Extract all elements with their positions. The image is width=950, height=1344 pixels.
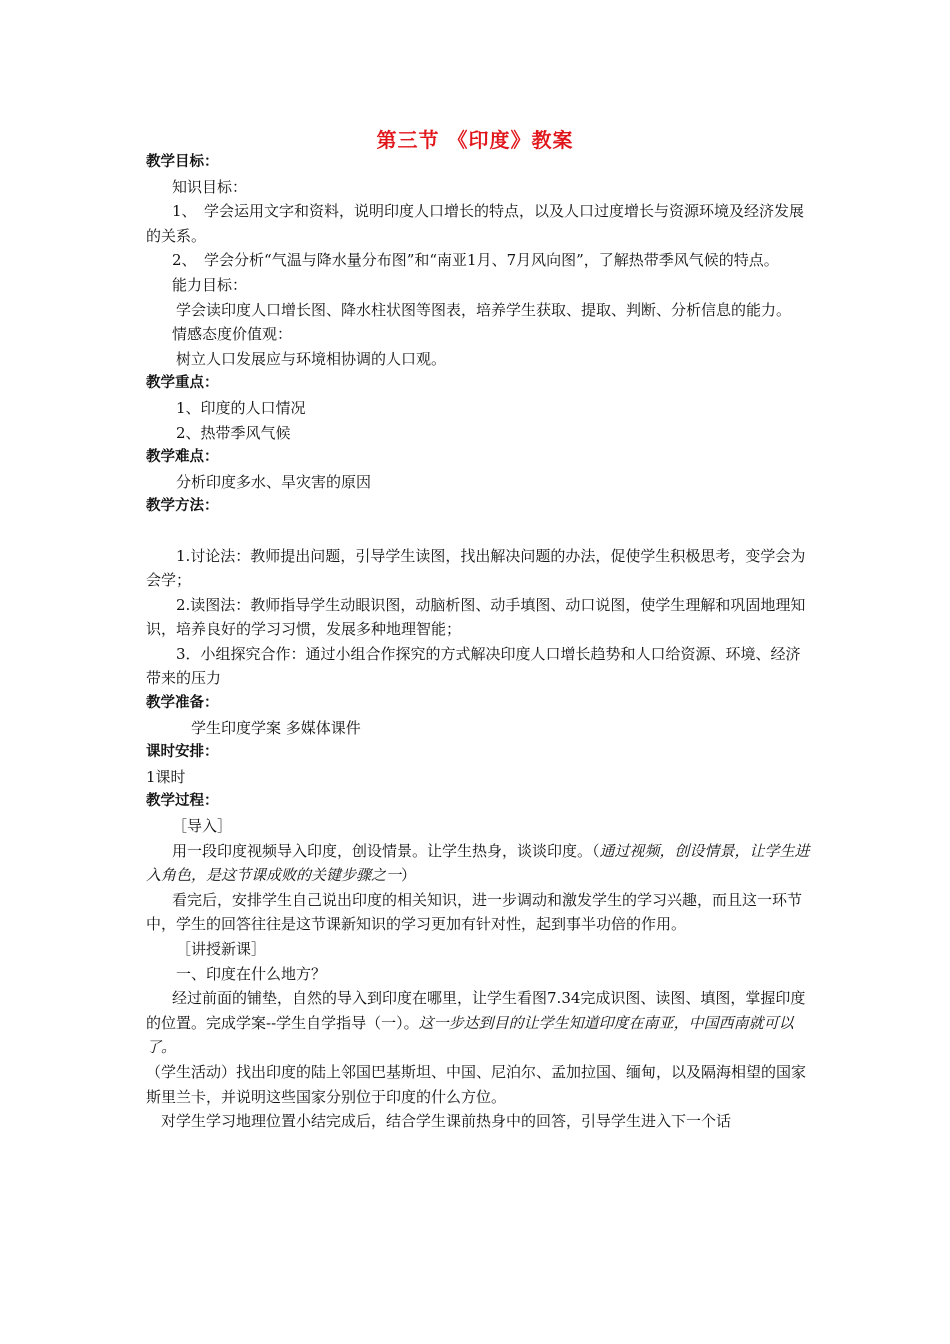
key-points-heading: 教学重点： [146,375,219,392]
part1-heading: 一、印度在什么地方？ [176,964,327,983]
ability-text: 学会读印度人口增长图、降水柱状图等图表，培养学生获取、提取、判断、分析信息的能力。 [176,300,792,319]
emotion-heading: 情感态度价值观： [172,325,293,344]
emotion-text: 树立人口发展应与环境相协调的人口观。 [176,349,447,368]
part1-italic: 这一步达到目的让学生知道印度在南亚，中国西南就可以了。 [146,1013,794,1057]
method-item-2: 2.读图法：教师指导学生动眼识图，动脑析图、动手填图、动口说图，使学生理解和巩固地理知识，培养良好的学习习惯，发展多种地理智能； [146,595,806,639]
intro-paragraph [146,839,810,888]
key-point-1: 1、印度的人口情况 [176,398,306,417]
blank-line [146,519,810,544]
ability-heading: 能力目标： [172,275,248,294]
knowledge-item-1: 1、 学会运用文字和资料，说明印度人口增长的特点，以及人口过度增长与资源环境及经济发展的关系。 [146,202,805,245]
difficulty-heading: 教学难点： [146,449,219,466]
intro-italic: 通过视频，创设情景，让学生进入角色，是这节课成败的关键步骤之一 [146,841,810,885]
method-heading: 教学方法： [146,498,219,515]
schedule-text: 1课时 [146,767,186,786]
summary-paragraph: 对学生学习地理位置小结完成后，结合学生课前热身中的回答，引导学生进入下一个话 [161,1112,732,1131]
document-body [146,150,810,1134]
prep-text: 学生印度学案 多媒体课件 [191,718,361,737]
intro-close: ） [401,866,417,885]
process-heading: 教学过程： [146,793,219,810]
method-item-1: 1.讨论法：教师提出问题，引导学生读图，找出解决问题的办法，促使学生积极思考，变学会为会学； [146,546,806,590]
key-point-2: 2、热带季风气候 [176,423,291,442]
schedule-heading: 课时安排： [146,744,219,761]
goals-heading: 教学目标： [146,154,219,170]
method-item-3: 3．小组探究合作：通过小组合作探究的方式解决印度人口增长趋势和人口给资源、环境、经济带来的压力 [146,644,801,688]
part1-text: 经过前面的铺垫，自然的导入到印度在哪里，让学生看图7.34完成识图、读图、填图，掌握印度的位置。完成学案--学生自学指导（一）。 [146,989,806,1032]
knowledge-heading: 知识目标： [172,177,248,196]
part1-paragraph [146,986,810,1060]
after-paragraph: 看完后，安排学生自己说出印度的相关知识，进一步调动和激发学生的学习兴趣，而且这一环节中，学生的回答往往是这节课新知识的学习更加有针对性，起到事半功倍的作用。 [146,890,803,934]
intro-label: ［导入］ [172,817,233,836]
activity-paragraph: （学生活动）找出印度的陆上邻国巴基斯坦、中国、尼泊尔、孟加拉国、缅甸，以及隔海相望的国家斯里兰卡，并说明这些国家分别位于印度的什么方位。 [146,1062,807,1106]
prep-heading: 教学准备： [146,695,219,712]
document-title: 第三节 《印度》教案 [376,128,574,152]
intro-text: 用一段印度视频导入印度，创设情景。让学生热身，谈谈印度。（ [172,841,600,860]
new-lesson-label: ［讲授新课］ [176,940,267,958]
difficulty-text: 分析印度多水、旱灾害的原因 [176,472,372,491]
knowledge-item-2: 2、 学会分析“气温与降水量分布图”和“南亚1月、7月风向图”，了解热带季风气候的特点。 [172,251,779,270]
